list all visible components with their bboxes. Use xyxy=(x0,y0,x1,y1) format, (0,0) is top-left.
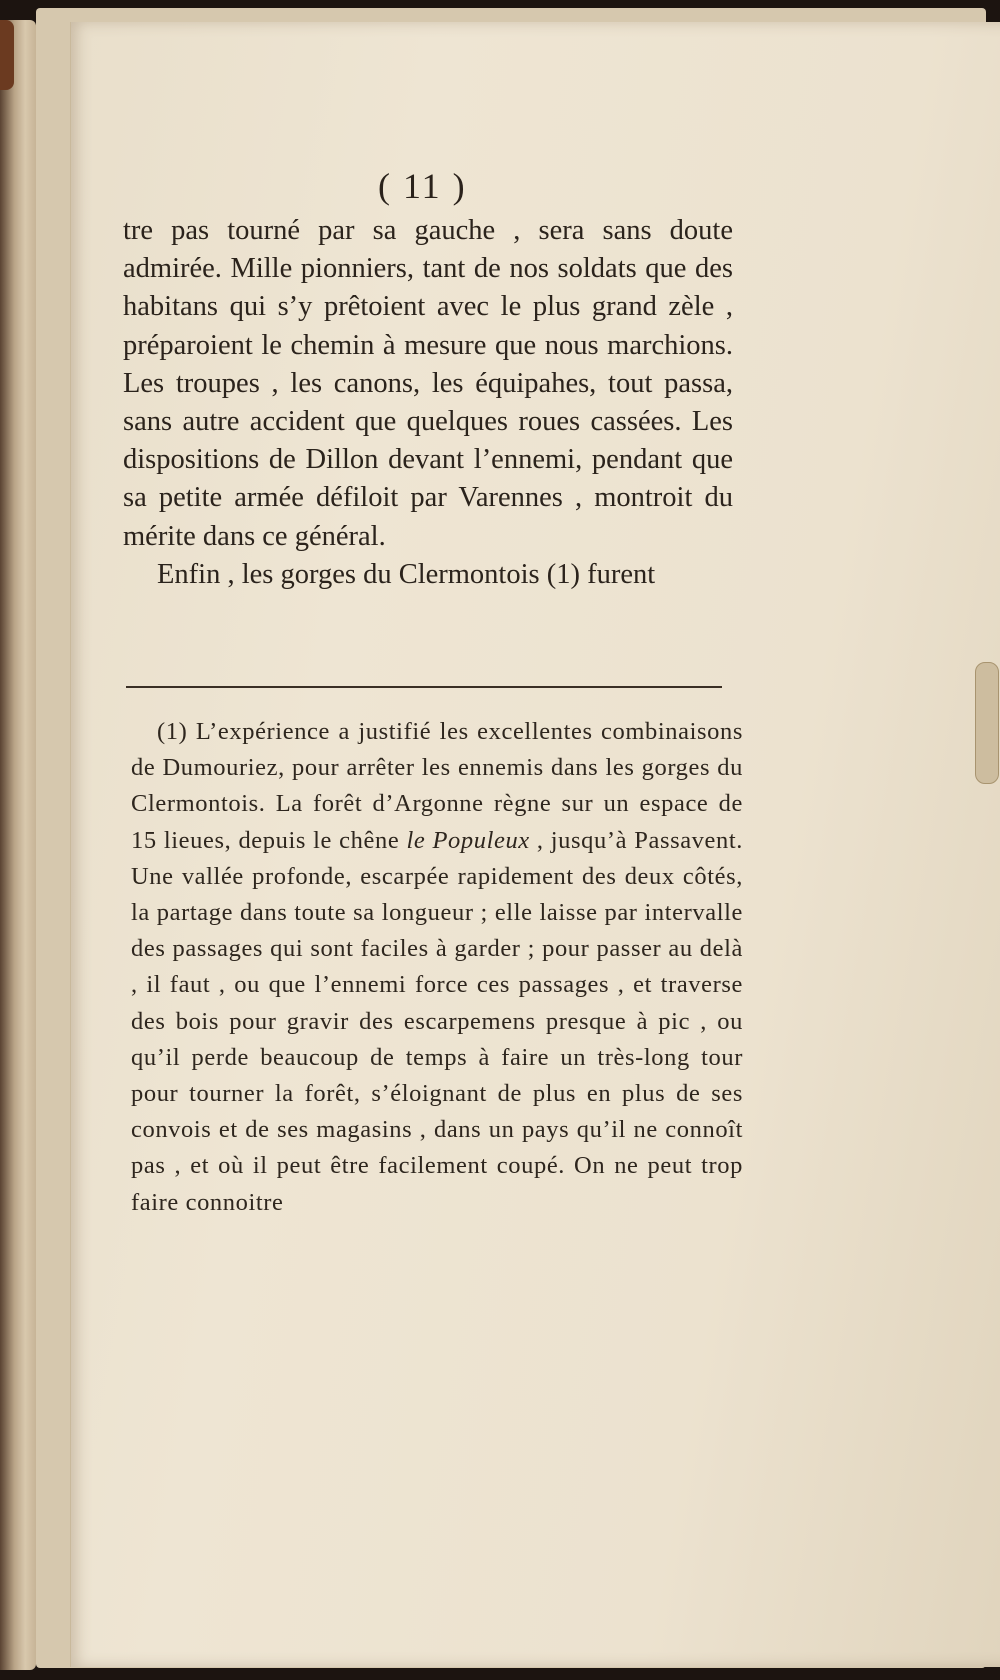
page-edge-tab xyxy=(975,662,999,784)
footnote-text: , jusqu’à Passavent. Une vallée profonde, escarpée rapidement des deux côtés, la partage dans toute sa longueur ; elle laisse par intervalle des passages qui sont faciles à garder ; pour passer au delà , il faut , ou que l’ennemi force ces passages , et traverse des bois pour gravir des escarpemens presque à pic , ou qu’il perde beaucoup de temps à faire un très-long tour pour tourner la forêt, s’éloignant de plus en plus de ses convois et de ses magasins , dans un pays qu’il ne connoît pas , et où il peut être facilement coupé. On ne peut trop faire connoitre xyxy=(131,826,743,1216)
paragraph: tre pas tourné par sa gauche , sera sans doute admirée. Mille pionniers, tant de nos soldats que des habitans qui s’y prêtoient avec le plus grand zèle , préparoient le chemin à mesure que nous marchions. Les troupes , les canons, les équipahes, tout passa, sans autre accident que quelques roues cassées. Les dispositions de Dillon devant l’ennemi, pendant que sa petite armée défiloit par Varennes , montroit du mérite dans ce général. xyxy=(123,215,733,552)
footnote-paragraph xyxy=(131,714,743,1221)
binding xyxy=(0,20,14,90)
footnote xyxy=(131,714,743,1221)
footnote-text: (1) L’expérience a justifié les excellentes combinaisons de Dumouriez, pour arrêter les ennemis dans les gorges du Clermontois. La forêt d’Argonne règne sur un espace de 15 lieues, depuis le chêne xyxy=(131,718,743,854)
facing-page-edge xyxy=(0,20,36,1670)
paragraph: Enfin , les gorges du Clermontois (1) furent xyxy=(157,558,656,590)
main-text xyxy=(123,212,733,594)
footnote-separator xyxy=(126,686,722,688)
page-number: ( 11 ) xyxy=(378,166,467,206)
footnote-italic: le Populeux xyxy=(406,826,530,854)
